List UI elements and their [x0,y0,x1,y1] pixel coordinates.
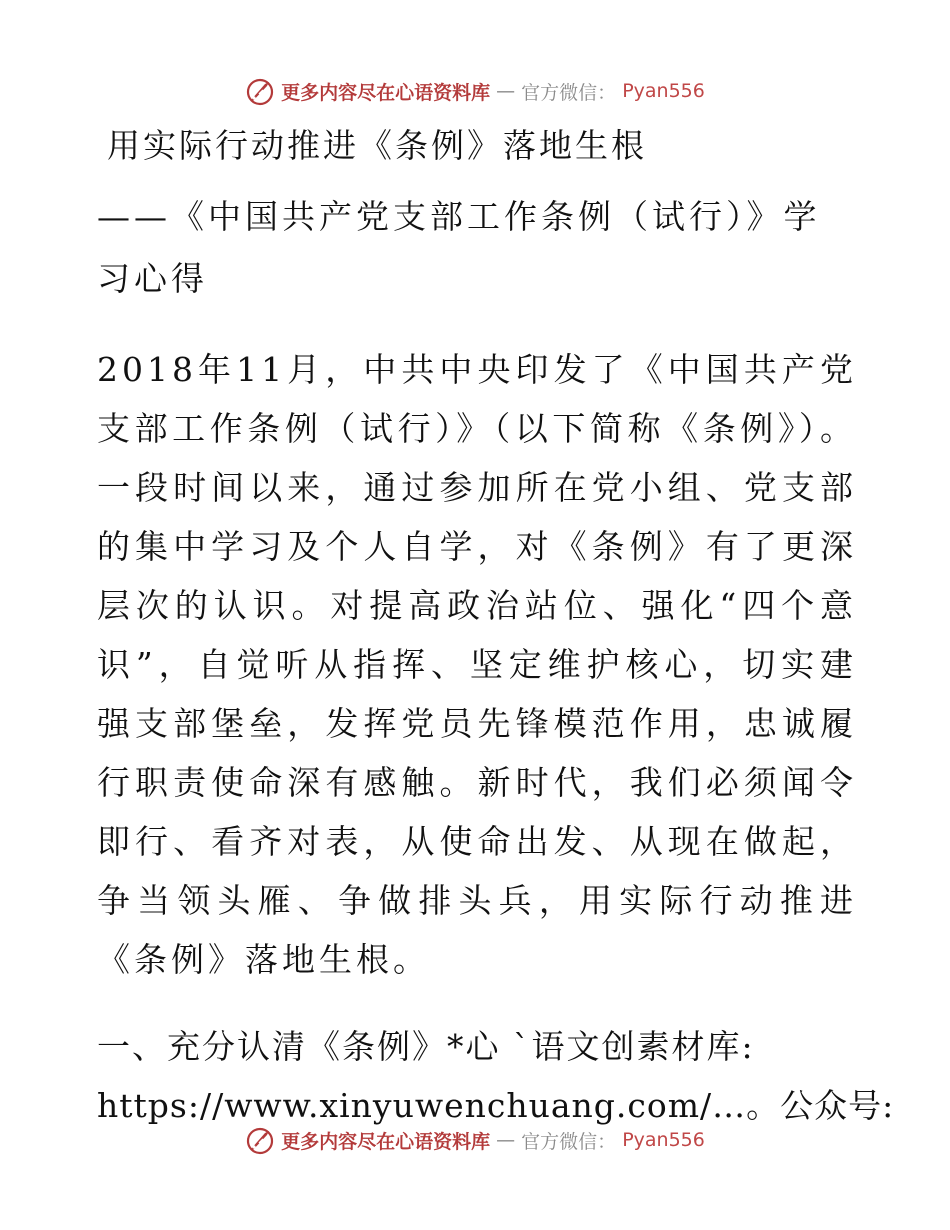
quill-pen-logo-icon [245,1125,275,1155]
header-watermark [0,71,950,111]
watermark-inner [245,76,705,106]
watermark-dash: — [496,1129,516,1151]
footer-watermark [0,1120,950,1160]
document-subtitle: ——《中国共产党支部工作条例（试行）》学习心得 [97,197,821,298]
watermark-site-text: 更多内容尽在心语资料库 [281,81,491,104]
watermark-inner [245,1125,705,1155]
document-body [97,120,895,1135]
section-heading: 一、充分认清《条例》*心 `语文创素材库: [97,1027,755,1066]
document-title: 用实际行动推进《条例》落地生根 [107,126,647,165]
quill-pen-logo-icon [245,76,275,106]
watermark-dash: — [496,80,516,102]
watermark-site-text: 更多内容尽在心语资料库 [281,1130,491,1153]
watermark-wechat-id: Pyan556 [622,1129,705,1151]
intro-paragraph: 2018年11月，中共中央印发了《中国共产党支部工作条例（试行）》（以下简称《条例》）。一段时间以来，通过参加所在党小组、党支部的集中学习及个人自学，对《条例》有了更深层次的认识。对提高政治站位、强化“四个意识”，自觉听从指挥、坚定维护核心，切实建强支部堡垒，发挥党员先锋模范作用，忠诚履行职责使命深有感触。新时代，我们必须闻令即行、看齐对表，从使命出发、从现在做起，争当领头雁、争做排头兵，用实际行动推进《条例》落地生根。 [97,350,857,979]
url-line: https://www.xinyuwenchuang.com/…。公众号: [97,1086,895,1125]
watermark-official-label: 官方微信： [521,81,617,104]
watermark-wechat-id: Pyan556 [622,80,705,102]
watermark-official-label: 官方微信： [521,1130,617,1153]
